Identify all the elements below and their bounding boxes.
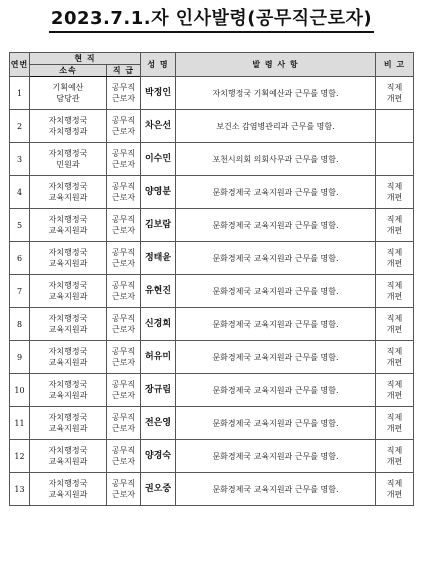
- person-name: 양영분: [141, 176, 176, 209]
- current-rank-line: 공무직: [111, 149, 136, 158]
- note-cell: [376, 407, 414, 440]
- current-rank: [107, 275, 141, 308]
- row-number: 12: [10, 440, 30, 473]
- current-dept-line: 담당관: [56, 94, 80, 103]
- current-rank-line: 공무직: [111, 182, 136, 191]
- current-dept-line: 교육지원과: [48, 325, 88, 334]
- current-rank-line: 근로자: [111, 457, 136, 466]
- current-dept-line: 자치행정국: [48, 149, 88, 158]
- current-dept: [30, 407, 107, 440]
- current-dept-line: 자치행정국: [48, 116, 88, 125]
- current-rank: [107, 110, 141, 143]
- row-number: 9: [10, 341, 30, 374]
- appointment-order: 문화경제국 교육지원과 근무를 명함.: [176, 176, 376, 209]
- appointment-order: 문화경제국 교육지원과 근무를 명함.: [176, 440, 376, 473]
- person-name: 박정인: [141, 77, 176, 110]
- note-cell-line: 직제: [386, 182, 403, 191]
- current-rank: [107, 209, 141, 242]
- note-cell-line: 직제: [386, 479, 403, 488]
- appointment-order: 문화경제국 교육지원과 근무를 명함.: [176, 209, 376, 242]
- current-rank-line: 공무직: [111, 479, 136, 488]
- row-number: 8: [10, 308, 30, 341]
- row-number: 3: [10, 143, 30, 176]
- current-dept-line: 자치행정과: [48, 127, 88, 136]
- note-cell: [376, 110, 414, 143]
- current-dept-line: 기획예산: [52, 83, 84, 92]
- table-row: [10, 341, 414, 374]
- note-cell-line: 개편: [386, 457, 403, 466]
- current-rank-line: 공무직: [111, 446, 136, 455]
- current-dept-line: 교육지원과: [48, 226, 88, 235]
- note-cell-line: 직제: [386, 380, 403, 389]
- appointment-order: 문화경제국 교육지원과 근무를 명함.: [176, 473, 376, 506]
- current-rank-line: 근로자: [111, 358, 136, 367]
- note-cell-line: 개편: [386, 292, 403, 301]
- note-cell-line: 개편: [386, 490, 403, 499]
- header-name: 성 명: [141, 53, 176, 77]
- person-name: 전은영: [141, 407, 176, 440]
- note-cell-line: 직제: [386, 83, 403, 92]
- current-rank: [107, 407, 141, 440]
- note-cell: [376, 176, 414, 209]
- header-no: 연번: [10, 53, 30, 77]
- note-cell-line: 개편: [386, 424, 403, 433]
- note-cell-line: 개편: [386, 325, 403, 334]
- header-order: 발 령 사 항: [176, 53, 376, 77]
- note-cell-line: 직제: [386, 215, 403, 224]
- person-name: 신경희: [141, 308, 176, 341]
- row-number: 2: [10, 110, 30, 143]
- current-dept-line: 교육지원과: [48, 259, 88, 268]
- current-rank-line: 근로자: [111, 226, 136, 235]
- appointment-order: 문화경제국 교육지원과 근무를 명함.: [176, 275, 376, 308]
- current-dept: [30, 440, 107, 473]
- current-dept-line: 자치행정국: [48, 479, 88, 488]
- current-dept-line: 자치행정국: [48, 413, 88, 422]
- current-dept: [30, 275, 107, 308]
- document-title-block: [0, 8, 423, 33]
- note-cell-line: 개편: [386, 358, 403, 367]
- row-number: 10: [10, 374, 30, 407]
- table-row: [10, 374, 414, 407]
- person-name: 김보람: [141, 209, 176, 242]
- current-rank: [107, 374, 141, 407]
- current-dept: [30, 473, 107, 506]
- current-dept: [30, 143, 107, 176]
- note-cell: [376, 143, 414, 176]
- table-row: [10, 77, 414, 110]
- current-rank-line: 근로자: [111, 193, 136, 202]
- header-rank: 직 급: [107, 65, 141, 77]
- row-number: 6: [10, 242, 30, 275]
- person-name: 정태윤: [141, 242, 176, 275]
- table-row: [10, 209, 414, 242]
- current-rank-line: 공무직: [111, 83, 136, 92]
- current-rank-line: 근로자: [111, 292, 136, 301]
- personnel-order-table: [9, 52, 414, 506]
- current-dept-line: 교육지원과: [48, 391, 88, 400]
- appointment-order: 보건소 감염병관리과 근무를 명함.: [176, 110, 376, 143]
- current-rank-line: 공무직: [111, 215, 136, 224]
- current-dept: [30, 176, 107, 209]
- current-rank-line: 공무직: [111, 413, 136, 422]
- appointment-order: 문화경제국 교육지원과 근무를 명함.: [176, 242, 376, 275]
- appointment-order: 문화경제국 교육지원과 근무를 명함.: [176, 374, 376, 407]
- current-rank-line: 공무직: [111, 116, 136, 125]
- note-cell-line: 직제: [386, 281, 403, 290]
- note-cell-line: 개편: [386, 226, 403, 235]
- table-row: [10, 275, 414, 308]
- appointment-order: 문화경제국 교육지원과 근무를 명함.: [176, 308, 376, 341]
- current-dept-line: 교육지원과: [48, 193, 88, 202]
- current-dept-line: 자치행정국: [48, 314, 88, 323]
- current-dept-line: 교육지원과: [48, 490, 88, 499]
- note-cell-line: 개편: [386, 259, 403, 268]
- appointment-order: 문화경제국 교육지원과 근무를 명함.: [176, 407, 376, 440]
- current-dept-line: 자치행정국: [48, 182, 88, 191]
- current-rank-line: 근로자: [111, 424, 136, 433]
- current-rank: [107, 341, 141, 374]
- note-cell: [376, 374, 414, 407]
- current-dept-line: 교육지원과: [48, 358, 88, 367]
- table-row: [10, 143, 414, 176]
- current-dept-line: 민원과: [56, 160, 80, 169]
- current-rank-line: 근로자: [111, 325, 136, 334]
- note-cell: [376, 473, 414, 506]
- person-name: 이수민: [141, 143, 176, 176]
- current-rank-line: 공무직: [111, 380, 136, 389]
- current-dept-line: 자치행정국: [48, 281, 88, 290]
- current-rank-line: 근로자: [111, 391, 136, 400]
- table-row: [10, 110, 414, 143]
- current-dept-line: 자치행정국: [48, 248, 88, 257]
- row-number: 7: [10, 275, 30, 308]
- current-dept-line: 교육지원과: [48, 292, 88, 301]
- person-name: 차은선: [141, 110, 176, 143]
- current-dept: [30, 77, 107, 110]
- note-cell-line: 직제: [386, 314, 403, 323]
- table-header: [10, 53, 414, 77]
- person-name: 유현진: [141, 275, 176, 308]
- current-rank-line: 근로자: [111, 160, 136, 169]
- note-cell: [376, 275, 414, 308]
- table-body: [10, 77, 414, 506]
- note-cell-line: 직제: [386, 413, 403, 422]
- current-dept-line: 자치행정국: [48, 215, 88, 224]
- person-name: 허유미: [141, 341, 176, 374]
- table-row: [10, 176, 414, 209]
- current-rank-line: 공무직: [111, 281, 136, 290]
- current-rank: [107, 77, 141, 110]
- current-dept: [30, 209, 107, 242]
- note-cell-line: 개편: [386, 193, 403, 202]
- note-cell: [376, 242, 414, 275]
- appointment-order: 포천시의회 의회사무과 근무를 명함.: [176, 143, 376, 176]
- current-dept-line: 교육지원과: [48, 424, 88, 433]
- current-rank-line: 공무직: [111, 314, 136, 323]
- note-cell: [376, 341, 414, 374]
- person-name: 장규림: [141, 374, 176, 407]
- note-cell-line: 직제: [386, 248, 403, 257]
- note-cell-line: 직제: [386, 347, 403, 356]
- appointment-order: 문화경제국 교육지원과 근무를 명함.: [176, 341, 376, 374]
- current-rank-line: 근로자: [111, 94, 136, 103]
- current-dept-line: 자치행정국: [48, 380, 88, 389]
- current-dept-line: 자치행정국: [48, 446, 88, 455]
- table-row: [10, 440, 414, 473]
- note-cell: [376, 308, 414, 341]
- row-number: 1: [10, 77, 30, 110]
- row-number: 13: [10, 473, 30, 506]
- appointment-order: 자치행정국 기획예산과 근무를 명함.: [176, 77, 376, 110]
- person-name: 권오중: [141, 473, 176, 506]
- note-cell: [376, 440, 414, 473]
- row-number: 4: [10, 176, 30, 209]
- current-rank-line: 근로자: [111, 490, 136, 499]
- note-cell: [376, 77, 414, 110]
- row-number: 5: [10, 209, 30, 242]
- table-row: [10, 407, 414, 440]
- current-dept-line: 교육지원과: [48, 457, 88, 466]
- current-rank: [107, 308, 141, 341]
- current-rank-line: 공무직: [111, 347, 136, 356]
- header-note: 비 고: [376, 53, 414, 77]
- current-rank: [107, 143, 141, 176]
- page-title: 2023.7.1.자 인사발령(공무직근로자): [49, 8, 374, 33]
- person-name: 양경숙: [141, 440, 176, 473]
- current-rank-line: 공무직: [111, 248, 136, 257]
- row-number: 11: [10, 407, 30, 440]
- table-row: [10, 308, 414, 341]
- current-dept-line: 자치행정국: [48, 347, 88, 356]
- note-cell-line: 개편: [386, 94, 403, 103]
- current-rank: [107, 473, 141, 506]
- current-rank: [107, 440, 141, 473]
- note-cell: [376, 209, 414, 242]
- header-dept: 소속: [30, 65, 107, 77]
- note-cell-line: 직제: [386, 446, 403, 455]
- note-cell-line: 개편: [386, 391, 403, 400]
- current-dept: [30, 308, 107, 341]
- current-dept: [30, 374, 107, 407]
- current-rank: [107, 176, 141, 209]
- current-rank-line: 근로자: [111, 259, 136, 268]
- current-dept: [30, 341, 107, 374]
- table-row: [10, 242, 414, 275]
- current-rank: [107, 242, 141, 275]
- header-current: 현 직: [30, 53, 141, 65]
- current-dept: [30, 110, 107, 143]
- table-row: [10, 473, 414, 506]
- current-rank-line: 근로자: [111, 127, 136, 136]
- current-dept: [30, 242, 107, 275]
